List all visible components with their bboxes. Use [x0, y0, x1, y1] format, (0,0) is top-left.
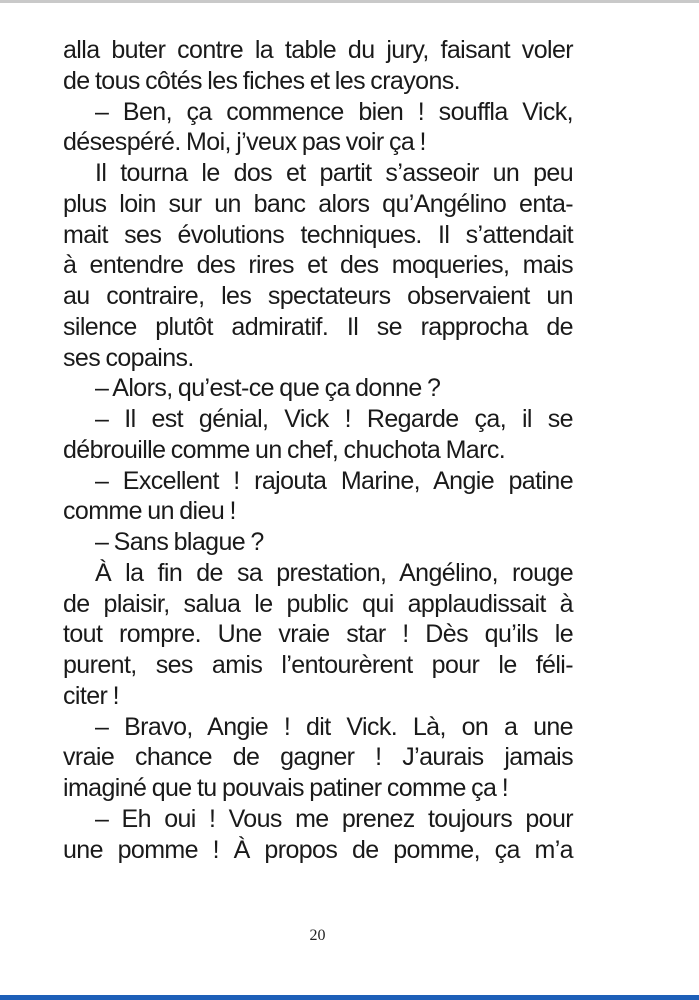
- text-line: une pomme ! À propos de pomme, ça m’a: [63, 835, 573, 864]
- text-line: comme un dieu !: [63, 497, 236, 526]
- text-line: de plaisir, salua le public qui applaudissait à: [63, 589, 573, 618]
- text-line: tout rompre. Une vraie star ! Dès qu’ils le: [63, 620, 573, 649]
- text-line: vraie chance de gagner ! J’aurais jamais: [63, 743, 573, 772]
- text-line: – Eh oui ! Vous me prenez toujours pour: [95, 804, 573, 833]
- top-divider: [0, 0, 699, 3]
- text-line: ses copains.: [63, 343, 194, 372]
- text-line: alla buter contre la table du jury, faisant voler: [63, 36, 573, 64]
- text-line: – Sans blague ?: [95, 528, 264, 556]
- text-line: purent, ses amis l’entourèrent pour le féli-: [63, 651, 573, 679]
- text-line: de tous côtés les fiches et les crayons.: [63, 66, 460, 95]
- text-line: – Ben, ça commence bien ! souffla Vick,: [95, 97, 573, 126]
- text-line: – Bravo, Angie ! dit Vick. Là, on a une: [95, 712, 573, 741]
- text-line: au contraire, les spectateurs observaient un: [63, 282, 573, 310]
- page-body: [63, 35, 573, 865]
- text-line: imaginé que tu pouvais patiner comme ça !: [63, 774, 509, 802]
- bottom-border: [0, 995, 699, 1000]
- text-line: Il tourna le dos et partit s’asseoir un peu: [95, 159, 573, 187]
- text-line: À la fin de sa prestation, Angélino, rouge: [95, 558, 573, 587]
- text-line: mait ses évolutions techniques. Il s’attendait: [63, 220, 573, 249]
- text-line: désespéré. Moi, j’veux pas voir ça !: [63, 128, 426, 157]
- text-line: citer !: [63, 681, 119, 710]
- text-line: silence plutôt admiratif. Il se rapprocha de: [63, 312, 573, 341]
- page-number: 20: [309, 927, 326, 944]
- text-line: à entendre des rires et des moqueries, mais: [63, 251, 573, 280]
- text-line: – Excellent ! rajouta Marine, Angie patine: [95, 466, 573, 495]
- text-line: débrouille comme un chef, chuchota Marc.: [63, 435, 506, 464]
- text-line: – Alors, qu’est-ce que ça donne ?: [95, 374, 441, 403]
- text-line: plus loin sur un banc alors qu’Angélino enta-: [63, 189, 573, 218]
- text-line: – Il est génial, Vick ! Regarde ça, il se: [95, 405, 573, 433]
